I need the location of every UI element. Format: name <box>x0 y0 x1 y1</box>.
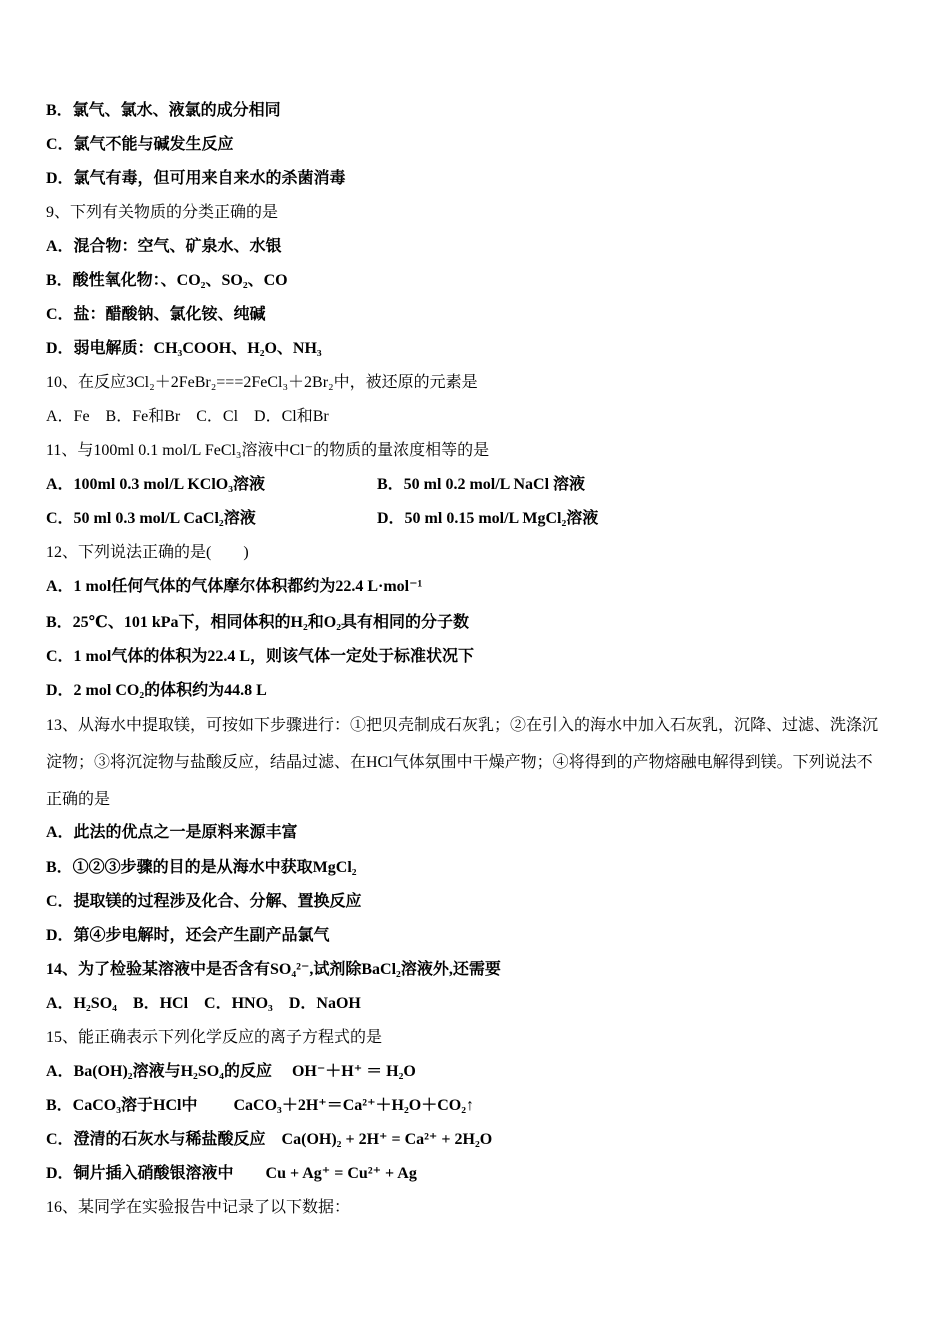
question-9-option-a: A．混合物：空气、矿泉水、水银 <box>46 238 282 255</box>
question-11-option-a: A．100ml 0.3 mol/L KClO₃溶液 <box>46 476 266 493</box>
option-c-chlorine: C．氯气不能与碱发生反应 <box>46 136 234 153</box>
option-d-chlorine: D．氯气有毒，但可用来自来水的杀菌消毒 <box>46 170 346 187</box>
question-15: 15、能正确表示下列化学反应的离子方程式的是 <box>46 1029 383 1046</box>
question-13-option-d: D．第④步电解时，还会产生副产品氯气 <box>46 927 330 944</box>
question-12: 12、下列说法正确的是( ) <box>46 544 249 561</box>
question-14-options: A．H₂SO₄ B．HCl C．HNO₃ D．NaOH <box>46 995 361 1012</box>
question-15-option-d: D．铜片插入硝酸银溶液中 Cu + Ag⁺ = Cu²⁺ + Ag <box>46 1165 417 1182</box>
question-15-option-c: C．澄清的石灰水与稀盐酸反应 Ca(OH)₂ + 2H⁺ = Ca²⁺ + 2H₂O <box>46 1131 493 1148</box>
question-12-option-c: C．1 mol气体的体积为22.4 L，则该气体一定处于标准状况下 <box>46 648 475 665</box>
question-16: 16、某同学在实验报告中记录了以下数据： <box>46 1199 351 1216</box>
question-11-option-c: C．50 ml 0.3 mol/L CaCl₂溶液 <box>46 510 256 527</box>
question-11-option-d: D．50 ml 0.15 mol/L MgCl₂溶液 <box>377 510 599 527</box>
question-12-option-b: B．25℃、101 kPa下，相同体积的H₂和O₂具有相同的分子数 <box>46 614 470 631</box>
option-b-chlorine: B．氯气、氯水、液氯的成分相同 <box>46 102 281 119</box>
question-13-line-3: 正确的是 <box>46 791 111 808</box>
question-10-options: A．Fe B．Fe和Br C．Cl D．Cl和Br <box>46 408 329 425</box>
question-13-option-c: C．提取镁的过程涉及化合、分解、置换反应 <box>46 893 362 910</box>
question-11-option-b: B．50 ml 0.2 mol/L NaCl 溶液 <box>377 476 586 493</box>
question-15-option-b: B．CaCO₃溶于HCl中 CaCO₃＋2H⁺＝Ca²⁺＋H₂O＋CO₂↑ <box>46 1097 474 1114</box>
question-13-line-1: 13、从海水中提取镁，可按如下步骤进行：①把贝壳制成石灰乳；②在引入的海水中加入石灰乳，沉降、过滤、洗涤沉 <box>46 717 879 734</box>
question-13-option-a: A．此法的优点之一是原料来源丰富 <box>46 824 298 841</box>
question-15-option-a: A．Ba(OH)₂溶液与H₂SO₄的反应 OH⁻＋H⁺ ＝ H₂O <box>46 1063 416 1080</box>
question-9-option-c: C．盐：醋酸钠、氯化铵、纯碱 <box>46 306 266 323</box>
question-9-option-b: B．酸性氧化物：、CO₂、SO₂、CO <box>46 272 288 289</box>
question-14: 14、为了检验某溶液中是否含有SO₄²⁻,试剂除BaCl₂溶液外,还需要 <box>46 961 501 978</box>
question-10: 10、在反应3Cl₂＋2FeBr₂===2FeCl₃＋2Br₂中，被还原的元素是 <box>46 374 478 391</box>
question-12-option-d: D．2 mol CO₂的体积约为44.8 L <box>46 682 267 699</box>
question-13-line-2: 淀物；③将沉淀物与盐酸反应，结晶过滤、在HCl气体氛围中干燥产物；④将得到的产物熔融电解得到镁。下列说法不 <box>46 754 873 771</box>
question-13-option-b: B．①②③步骤的目的是从海水中获取MgCl₂ <box>46 859 357 876</box>
question-9-option-d: D．弱电解质：CH₃COOH、H₂O、NH₃ <box>46 340 322 357</box>
question-11: 11、与100ml 0.1 mol/L FeCl₃溶液中Cl⁻的物质的量浓度相等的是 <box>46 442 490 459</box>
question-12-option-a: A．1 mol任何气体的气体摩尔体积都约为22.4 L·mol⁻¹ <box>46 578 423 595</box>
question-9: 9、下列有关物质的分类正确的是 <box>46 204 279 221</box>
